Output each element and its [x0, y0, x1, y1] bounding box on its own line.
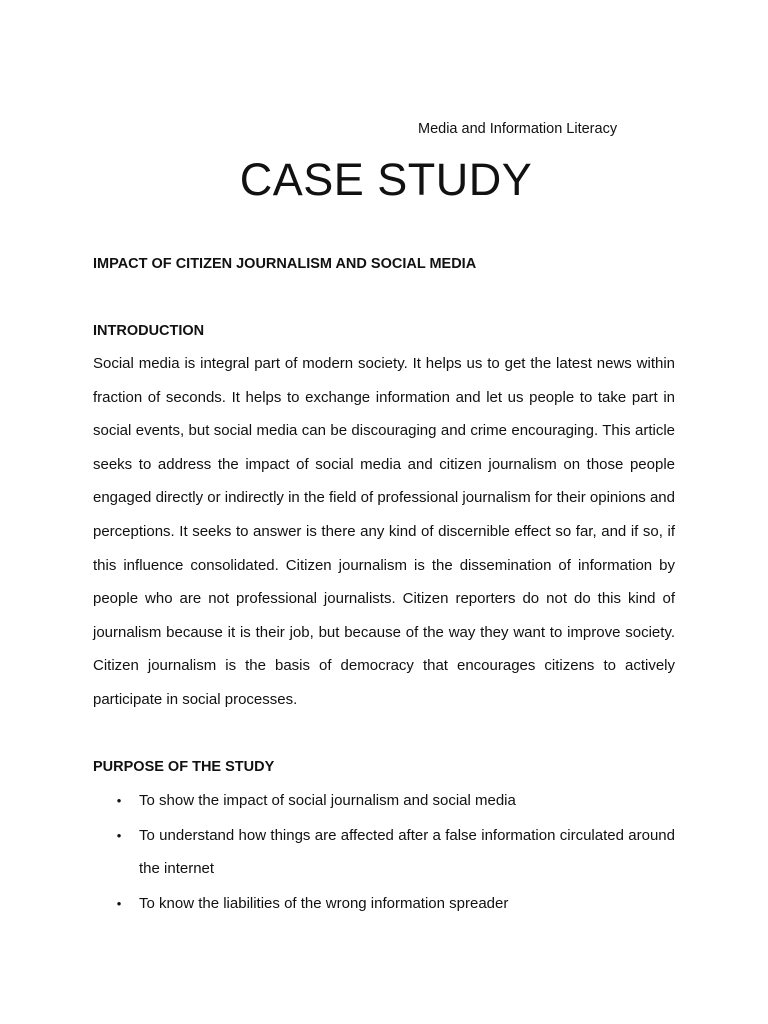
purpose-item [93, 784, 675, 818]
purpose-item-text: To know the liabilities of the wrong information spreader [139, 894, 509, 912]
purpose-heading: PURPOSE OF THE STUDY [93, 759, 275, 775]
bullet-icon: • [116, 793, 122, 808]
introduction-paragraph: Social media is integral part of modern society. It helps us to get the latest news within fraction of seconds. It helps to exchange information and let us people to take part in social events, but social media can be discouraging and crime encouraging. This article seeks to address the impact of social media and citizen journalism on those people engaged directly or indirectly in the field of professional journalism for their opinions and perceptions. It seeks to answer is there any kind of discernible effect so far, and if so, if this influence consolidated. Citizen journalism is the dissemination of information by people who are not professional journalists. Citizen reporters do not do this kind of journalism because it is their job, but because of the way they want to improve society. Citizen journalism is the basis of democracy that encourages citizens to actively participate in social processes. [93, 355, 675, 708]
purpose-item [93, 819, 675, 886]
main-heading: IMPACT OF CITIZEN JOURNALISM AND SOCIAL MEDIA [93, 256, 477, 272]
document-title: CASE STUDY [239, 154, 533, 205]
bullet-icon: • [116, 827, 122, 843]
purpose-item-text: To show the impact of social journalism and social media [139, 792, 516, 809]
introduction-heading: INTRODUCTION [93, 323, 205, 339]
bullet-icon: • [116, 895, 122, 911]
purpose-list [93, 784, 675, 921]
purpose-item [93, 887, 675, 921]
purpose-item-text: To understand how things are affected after a false information circulated around the internet [139, 826, 675, 878]
course-name: Media and Information Literacy [418, 121, 618, 137]
